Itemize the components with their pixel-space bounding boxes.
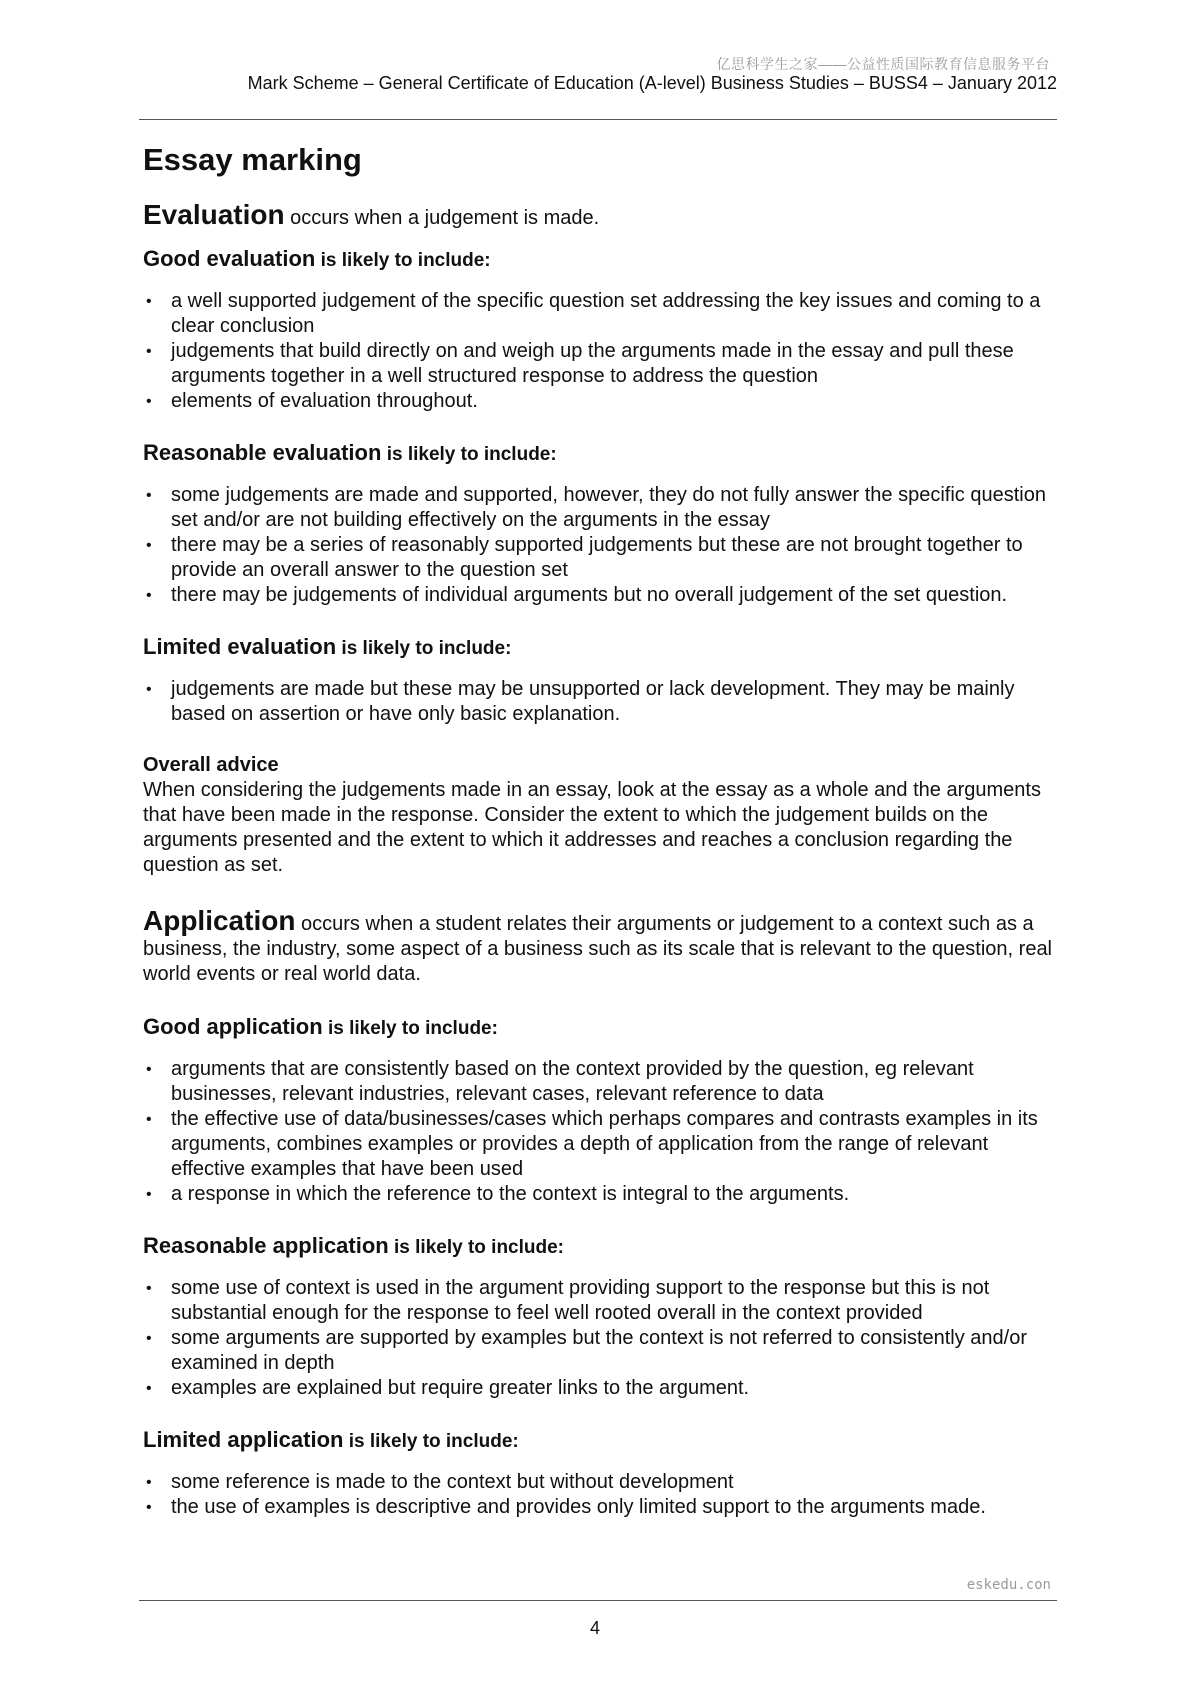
heading-label: Reasonable application: [143, 1233, 389, 1258]
page-title: Essay marking: [143, 142, 362, 177]
heading-suffix: is likely to include:: [381, 444, 557, 465]
evaluation-definition: occurs when a judgement is made.: [284, 207, 600, 229]
reasonable-application-heading: [143, 1232, 1053, 1262]
application-definition: occurs when a student relates their arguments or judgement to a context such as a business, the industry, some aspect of a business such as its scale that is relevant to the question, real world events or real world data.: [143, 913, 1053, 985]
heading-label: Reasonable evaluation: [143, 440, 382, 465]
list-item: • a well supported judgement of the specific question set addressing the key issues and coming to a clear conclusion: [143, 289, 1053, 339]
watermark-top: 亿思科学生之家——公益性质国际教育信息服务平台: [716, 56, 1050, 72]
limited-application-list: [143, 1470, 1053, 1520]
footer-rule: [139, 1600, 1057, 1601]
list-item: • some reference is made to the context but without development: [143, 1470, 1053, 1495]
heading-suffix: is likely to include:: [343, 1431, 519, 1452]
watermark-bottom: eskedu.con: [966, 1577, 1051, 1593]
application-intro: [143, 905, 1053, 987]
limited-evaluation-heading: [143, 633, 1053, 663]
list-item: • the use of examples is descriptive and provides only limited support to the arguments made.: [143, 1495, 1053, 1520]
heading-suffix: is likely to include:: [388, 1237, 565, 1258]
good-application-heading: [143, 1013, 1053, 1043]
good-evaluation-heading: [143, 245, 1053, 275]
reasonable-evaluation-list: [143, 483, 1053, 608]
limited-application-heading: [143, 1426, 1053, 1456]
list-item: • elements of evaluation throughout.: [143, 389, 1053, 414]
list-item: • some arguments are supported by examples but the context is not referred to consistently and/or examined in depth: [143, 1326, 1053, 1376]
heading-label: Limited evaluation: [143, 634, 337, 659]
list-item: • a response in which the reference to the context is integral to the arguments.: [143, 1182, 1053, 1207]
header-rule: [139, 119, 1057, 120]
reasonable-application-list: [143, 1276, 1053, 1401]
good-application-list: [143, 1057, 1053, 1207]
heading-label: Good application: [143, 1014, 323, 1039]
overall-advice-text: When considering the judgements made in an essay, look at the essay as a whole and the arguments that have been made in the response. Consider the extent to which the judgement builds on the arguments presented and the extent to which it addresses and reaches a conclusion regarding the question as set.: [143, 779, 1041, 876]
reasonable-evaluation-heading: [143, 439, 1053, 469]
heading-label: Limited application: [143, 1427, 344, 1452]
heading-suffix: is likely to include:: [322, 1018, 498, 1039]
heading-suffix: is likely to include:: [336, 638, 512, 659]
list-item: • there may be judgements of individual arguments but no overall judgement of the set question.: [143, 583, 1053, 608]
application-term: Application: [143, 905, 296, 936]
list-item: • the effective use of data/businesses/cases which perhaps compares and contrasts examples in its arguments, combines examples or provides a depth of application from the range of relevant effective examples that have been used: [143, 1107, 1053, 1182]
overall-advice-heading: Overall advice: [143, 754, 279, 776]
good-evaluation-list: [143, 289, 1053, 414]
page-content: [143, 142, 1053, 1520]
running-header: Mark Scheme – General Certificate of Education (A-level) Business Studies – BUSS4 – January 2012: [247, 73, 1057, 93]
list-item: • arguments that are consistently based on the context provided by the question, eg relevant businesses, relevant industries, relevant cases, relevant reference to data: [143, 1057, 1053, 1107]
heading-suffix: is likely to include:: [315, 250, 491, 271]
list-item: • there may be a series of reasonably supported judgements but these are not brought together to provide an overall answer to the question set: [143, 533, 1053, 583]
heading-label: Good evaluation: [143, 246, 316, 271]
list-item: • judgements are made but these may be unsupported or lack development. They may be mainly based on assertion or have only basic explanation.: [143, 677, 1053, 727]
list-item: • examples are explained but require greater links to the argument.: [143, 1376, 1053, 1401]
limited-evaluation-list: [143, 677, 1053, 727]
page-number: 4: [589, 1618, 600, 1638]
evaluation-intro: [143, 199, 1053, 231]
list-item: • judgements that build directly on and weigh up the arguments made in the essay and pull these arguments together in a well structured response to address the question: [143, 339, 1053, 389]
evaluation-term: Evaluation: [143, 199, 285, 230]
list-item: • some use of context is used in the argument providing support to the response but this is not substantial enough for the response to feel well rooted overall in the context provided: [143, 1276, 1053, 1326]
list-item: • some judgements are made and supported, however, they do not fully answer the specific question set and/or are not building effectively on the arguments in the essay: [143, 483, 1053, 533]
